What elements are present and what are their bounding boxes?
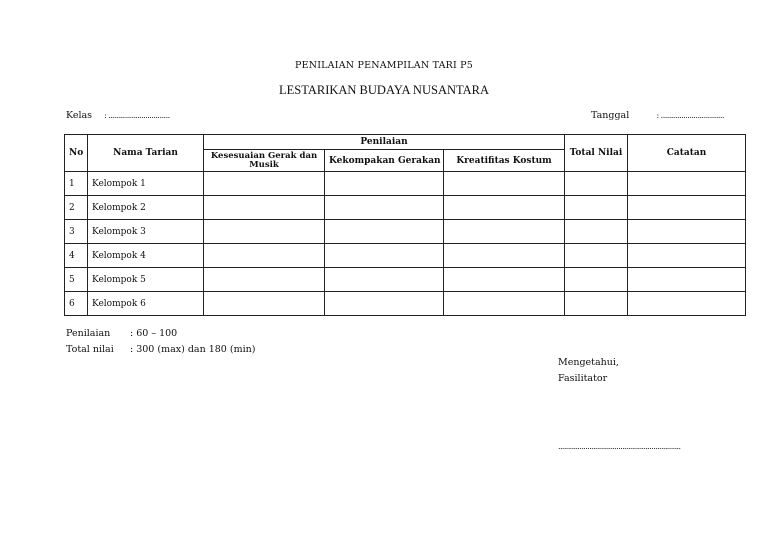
- header-kreatifitas: Kreatifitas Kostum: [444, 150, 565, 172]
- row-no: 3: [65, 220, 88, 244]
- cell-kesesuaian: [204, 172, 325, 196]
- cell-total-nilai: [565, 268, 628, 292]
- signature-line: ...............................................................: [558, 442, 681, 451]
- header-kesesuaian: Kesesuaian Gerak dan Musik: [204, 150, 325, 172]
- tanggal-label: Tanggal: [591, 110, 630, 121]
- cell-catatan: [628, 196, 746, 220]
- cell-total-nilai: [565, 292, 628, 316]
- cell-kreatifitas: [444, 292, 565, 316]
- cell-total-nilai: [565, 196, 628, 220]
- cell-kesesuaian: [204, 268, 325, 292]
- note-label: Penilaian: [66, 328, 111, 339]
- cell-kekompakan: [325, 220, 444, 244]
- table-row: [65, 172, 746, 196]
- table-row: [65, 292, 746, 316]
- header-no: No: [65, 135, 88, 172]
- cell-kesesuaian: [204, 292, 325, 316]
- header-kekompakan: Kekompakan Gerakan: [325, 150, 444, 172]
- table-row: [65, 196, 746, 220]
- cell-total-nilai: [565, 172, 628, 196]
- cell-total-nilai: [565, 220, 628, 244]
- note-penilaian: [66, 326, 255, 342]
- header-penilaian: Penilaian: [204, 135, 565, 150]
- cell-kekompakan: [325, 244, 444, 268]
- header-catatan: Catatan: [628, 135, 746, 172]
- note-total-nilai: [66, 342, 255, 358]
- cell-kreatifitas: [444, 220, 565, 244]
- row-nama: Kelompok 5: [88, 268, 204, 292]
- cell-kreatifitas: [444, 196, 565, 220]
- row-nama: Kelompok 2: [88, 196, 204, 220]
- cell-kesesuaian: [204, 196, 325, 220]
- table-row: [65, 268, 746, 292]
- note-label: Total nilai: [66, 344, 114, 355]
- row-nama: Kelompok 1: [88, 172, 204, 196]
- table-row: [65, 244, 746, 268]
- cell-catatan: [628, 220, 746, 244]
- cell-catatan: [628, 244, 746, 268]
- row-no: 2: [65, 196, 88, 220]
- cell-kekompakan: [325, 268, 444, 292]
- score-table: [64, 134, 746, 316]
- document-title: PENILAIAN PENAMPILAN TARI P5: [294, 60, 474, 71]
- cell-kesesuaian: [204, 220, 325, 244]
- cell-catatan: [628, 172, 746, 196]
- cell-catatan: [628, 292, 746, 316]
- cell-kekompakan: [325, 292, 444, 316]
- tanggal-value: : ...............................: [656, 111, 725, 120]
- kelas-value: : ..............................: [104, 111, 170, 120]
- tanggal-field: [591, 110, 724, 121]
- document-subtitle: LESTARIKAN BUDAYA NUSANTARA: [278, 83, 490, 97]
- row-nama: Kelompok 3: [88, 220, 204, 244]
- cell-kekompakan: [325, 196, 444, 220]
- header-total-nilai: Total Nilai: [565, 135, 628, 172]
- cell-kreatifitas: [444, 172, 565, 196]
- cell-kreatifitas: [444, 268, 565, 292]
- row-nama: Kelompok 6: [88, 292, 204, 316]
- cell-kekompakan: [325, 172, 444, 196]
- cell-catatan: [628, 268, 746, 292]
- cell-total-nilai: [565, 244, 628, 268]
- signature-mengetahui: Mengetahui,: [558, 357, 619, 368]
- row-nama: Kelompok 4: [88, 244, 204, 268]
- signature-fasilitator: Fasilitator: [558, 373, 608, 384]
- kelas-label: Kelas: [66, 110, 93, 121]
- row-no: 1: [65, 172, 88, 196]
- header-nama-tarian: Nama Tarian: [88, 135, 204, 172]
- cell-kreatifitas: [444, 244, 565, 268]
- note-value: : 60 – 100: [130, 328, 178, 339]
- cell-kesesuaian: [204, 244, 325, 268]
- scoring-notes: [66, 326, 255, 358]
- row-no: 4: [65, 244, 88, 268]
- kelas-field: [66, 110, 170, 121]
- note-value: : 300 (max) dan 180 (min): [130, 344, 256, 355]
- row-no: 6: [65, 292, 88, 316]
- row-no: 5: [65, 268, 88, 292]
- table-row: [65, 220, 746, 244]
- signature-block: [558, 355, 619, 387]
